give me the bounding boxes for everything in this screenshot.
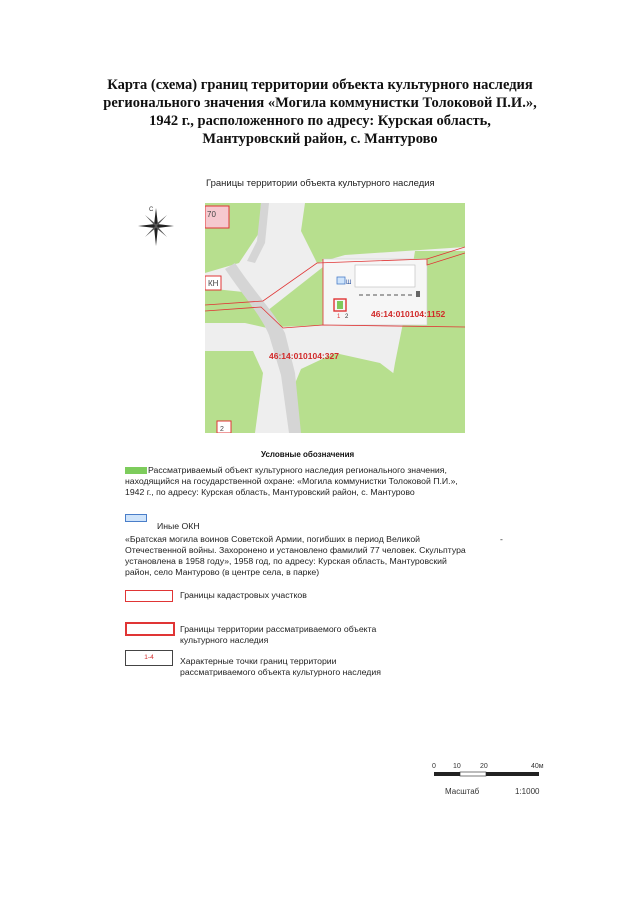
object-of-heritage: [337, 301, 343, 309]
legend-item-other-okn-line-4: район, село Мантурово (в центре села, в парке): [125, 567, 320, 577]
scale-label: Масштаб: [445, 787, 480, 796]
title-line-3: 1942 г., расположенного по адресу: Курская область,: [149, 113, 491, 129]
legend-swatch-territory: [125, 622, 175, 636]
parcel-label-1152: 46:14:010104:1152: [371, 309, 446, 319]
legend-item-other-okn-line-3: установлена в 1958 году», 1958 год, по адресу: Курская область, Мантуровский: [125, 556, 447, 566]
scale-tick-40: 40м: [531, 763, 544, 770]
legend-title: Условные обозначения: [261, 450, 355, 459]
legend-item-other-okn-label: Иные ОКН: [157, 521, 200, 531]
page-title: [60, 76, 580, 148]
legend-item-other-okn-line-2: Отечественной войны. Захоронено и установлено фамилий 77 человек. Скульптура: [125, 545, 466, 555]
map-caption: Границы территории объекта культурного наследия: [206, 178, 435, 189]
legend-item-object-line-2: находящийся на государственной охране: «Могила коммунистки Толоковой П.И.»,: [125, 476, 458, 486]
title-line-1: Карта (схема) границ территории объекта культурного наследия: [107, 77, 533, 93]
characteristic-point-1: 1: [337, 314, 341, 320]
scale-tick-0: 0: [432, 763, 436, 770]
legend-item-territory-line-1: Границы территории рассматриваемого объекта: [180, 624, 377, 634]
parcel-label-327: 46:14:010104:327: [269, 351, 339, 361]
scale-tick-20: 20: [480, 763, 488, 770]
scale-bar: [425, 760, 555, 810]
title-line-4: Мантуровский район, с. Мантурово: [202, 131, 438, 147]
characteristic-point-2: 2: [345, 314, 349, 320]
building-label: Ш: [346, 280, 352, 286]
edge-label-top: 70: [207, 210, 216, 219]
legend-item-territory-line-2: культурного наследия: [180, 635, 269, 645]
legend-item-other-okn-dash: -: [500, 534, 503, 544]
compass-rose-icon: [136, 205, 176, 247]
legend-item-points-line-2: рассматриваемого объекта культурного наследия: [180, 667, 381, 677]
legend-swatch-other-okn: [125, 514, 147, 522]
legend-item-other-okn-line-1: «Братская могила воинов Советской Армии, погибших в период Великой: [125, 534, 421, 544]
legend-swatch-points: 1-4: [125, 650, 173, 666]
legend-item-points-line-1: Характерные точки границ территории: [180, 656, 337, 666]
gate-marker: [416, 291, 420, 297]
legend-item-cadastral: Границы кадастровых участков: [180, 590, 307, 600]
title-line-2: регионального значения «Могила коммунистки Толоковой П.И.»,: [103, 95, 537, 111]
cadastral-map: [205, 203, 465, 433]
compass-north-label: С: [149, 207, 154, 213]
legend-item-object-line-3: 1942 г., по адресу: Курская область, Мантуровский район, с. Мантурово: [125, 487, 415, 497]
legend-swatch-cadastral: [125, 590, 173, 602]
edge-label-okn: КН: [208, 279, 219, 288]
legend-swatch-object: [125, 467, 147, 474]
scale-ratio: 1:1000: [515, 787, 540, 796]
other-okn-marker: [337, 277, 345, 284]
green-area-bottom-left: [205, 351, 263, 433]
scale-tick-10: 10: [453, 763, 461, 770]
edge-label-bottom: 2: [220, 426, 224, 433]
legend-item-object-line-1: Рассматриваемый объект культурного наследия регионального значения,: [148, 465, 447, 475]
building-footprint: [355, 265, 415, 287]
